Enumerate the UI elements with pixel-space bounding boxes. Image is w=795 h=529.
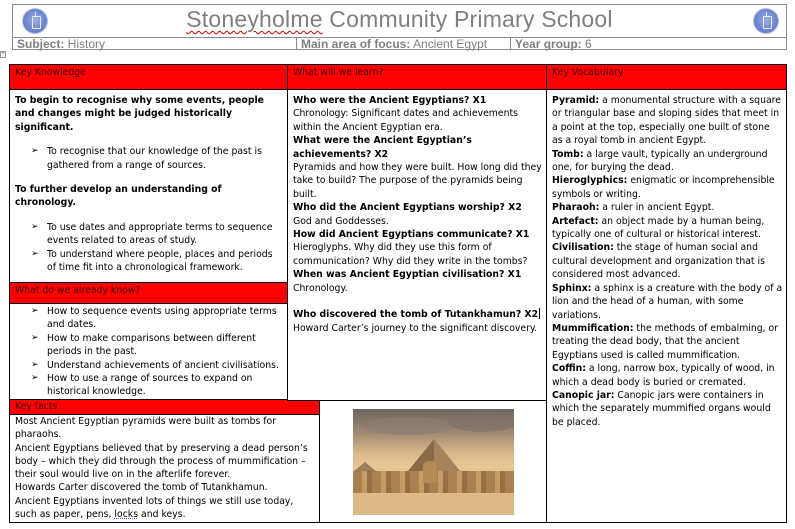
learning-detail: Hieroglyphs. Why did they use this form of communication? Why did they write in the tombs? <box>293 242 528 267</box>
learning-question: How did Ancient Egyptians communicate? X1 <box>293 229 530 241</box>
subject-field: Subject: History <box>17 37 106 51</box>
list-item: ➢ How to make comparisons between different periods in the past. <box>31 332 256 358</box>
document-header <box>12 4 787 50</box>
header-info-row <box>13 38 786 50</box>
key-vocabulary-header: Key Vocabulary <box>546 64 787 90</box>
year-group-field: Year group: 6 <box>510 38 786 50</box>
learning-question: Who did the Ancient Egyptians worship? X2 <box>293 202 522 214</box>
vocab-entry: Civilisation: the stage of human social and cultural development and organization that is considered most advanced. <box>552 242 765 281</box>
what-will-we-learn-header: What will we learn? <box>287 64 547 90</box>
vocab-entry: Mummification: the methods of embalming, or treating the dead body, that the ancient Egyptians used is called mummification. <box>552 322 779 361</box>
header-title-row <box>13 5 786 38</box>
key-knowledge-section <box>9 89 288 283</box>
arrow-bullet-icon: ➢ <box>31 373 39 384</box>
arrow-bullet-icon: ➢ <box>31 359 39 370</box>
learning-question: What were the Ancient Egyptian’s achievements? X2 <box>293 135 472 160</box>
grammar-flagged-word: locks <box>114 509 139 521</box>
what-will-we-learn-section <box>287 89 547 401</box>
vocab-entry: Pharaoh: a ruler in ancient Egypt. <box>552 202 715 214</box>
learning-question: When was Ancient Egyptian civilisation? X1 <box>293 269 522 281</box>
already-know-header: What do we already know? <box>9 282 288 304</box>
sphinx-shape <box>423 461 437 483</box>
fact-item: Most Ancient Egyptian pyramids were built as tombs for pharaohs. <box>15 416 277 441</box>
vocab-entry: Hieroglyphics: enigmatic or incomprehensible symbols or writing. <box>552 175 775 200</box>
school-name: Stoneyholme Community Primary School <box>186 6 613 32</box>
learning-detail: God and Goddesses. <box>293 215 389 227</box>
objective-bullet-list <box>15 145 283 172</box>
school-name-spellcheck-word: Stoneyholme <box>186 6 323 32</box>
key-facts-header: Key facts <box>9 399 320 415</box>
key-facts-section <box>9 414 320 523</box>
list-item: ➢ To recognise that our knowledge of the past is gathered from a range of sources. <box>31 146 262 171</box>
learning-detail: Chronology: Significant dates and achievements within the Ancient Egyptian era. <box>293 108 518 133</box>
key-knowledge-header: Key Knowledge <box>9 64 288 90</box>
objective-bullet-list <box>15 221 283 275</box>
fact-item: Ancient Egyptians invented lots of things we still use today, such as paper, pens, locks and keys. <box>15 495 294 521</box>
learning-detail: Pyramids and how they were built. How long did they take to build? The purpose of the pyramids being built. <box>293 162 542 200</box>
list-item: ➢ To use dates and appropriate terms to sequence events related to areas of study. <box>31 221 273 247</box>
fact-item: Howards Carter discovered the tomb of Tutankhamun. <box>15 482 268 494</box>
list-item: ➢ How to use a range of sources to expand on historical knowledge. <box>31 373 253 398</box>
vocab-entry: Pyramid: a monumental structure with a square or triangular base and sloping sides that meet in a point at the top, especially one built of stone as a royal tomb in ancient Egypt. <box>552 95 781 147</box>
school-crest-icon <box>753 8 779 34</box>
vocab-entry: Sphinx: a sphinx is a creature with the body of a lion and the head of a human, with some variations. <box>552 282 783 321</box>
arrow-bullet-icon: ➢ <box>31 248 39 259</box>
learning-detail: Chronology. <box>293 282 348 294</box>
text-cursor <box>539 308 540 319</box>
list-item: ➢ How to sequence events using appropriate terms and dates. <box>31 306 277 331</box>
vocab-entry: Canopic jar: Canopic jars were containers in which the separately mummified organs would be placed. <box>552 389 771 428</box>
list-item: ➢ To understand where people, places and periods of time fit into a chronological framework. <box>31 248 273 274</box>
list-item: ➢ Understand achievements of ancient civilisations. <box>31 359 279 371</box>
vocab-entry: Tomb: a large vault, typically an underground one, for burying the dead. <box>552 148 768 174</box>
pyramids-sphinx-image[interactable] <box>353 409 514 515</box>
key-vocabulary-section <box>546 89 787 523</box>
learning-question: Who were the Ancient Egyptians? X1 <box>293 95 487 106</box>
learning-detail: Howard Carter’s journey to the significant discovery. <box>293 322 538 334</box>
arrow-bullet-icon: ➢ <box>31 221 39 232</box>
vocab-entry: Coffin: a long, narrow box, typically of wood, in which a dead body is buried or cremated. <box>552 363 775 388</box>
arrow-bullet-icon: ➢ <box>31 146 39 157</box>
already-know-section <box>9 303 288 400</box>
table-move-handle-icon[interactable]: + <box>1 51 5 57</box>
fact-item: Ancient Egyptians believed that by preserving a dead person’s body – which they did through the process of mummification – their soul would live on in the afterlife forever. <box>15 442 308 481</box>
image-section <box>319 400 547 523</box>
arrow-bullet-icon: ➢ <box>31 332 39 343</box>
objective-heading: To begin to recognise why some events, people and changes might be judged historically significant. <box>15 95 264 133</box>
vocab-entry: Artefact: an object made by a human being, typically one of cultural or historical interest. <box>552 215 765 241</box>
objective-heading: To further develop an understanding of chronology. <box>15 184 222 209</box>
learning-question[interactable]: Who discovered the tomb of Tutankhamun? X2 <box>293 309 539 321</box>
arrow-bullet-icon: ➢ <box>31 306 39 316</box>
already-know-list <box>15 305 283 399</box>
focus-field: Main area of focus: Ancient Egypt <box>296 38 510 50</box>
